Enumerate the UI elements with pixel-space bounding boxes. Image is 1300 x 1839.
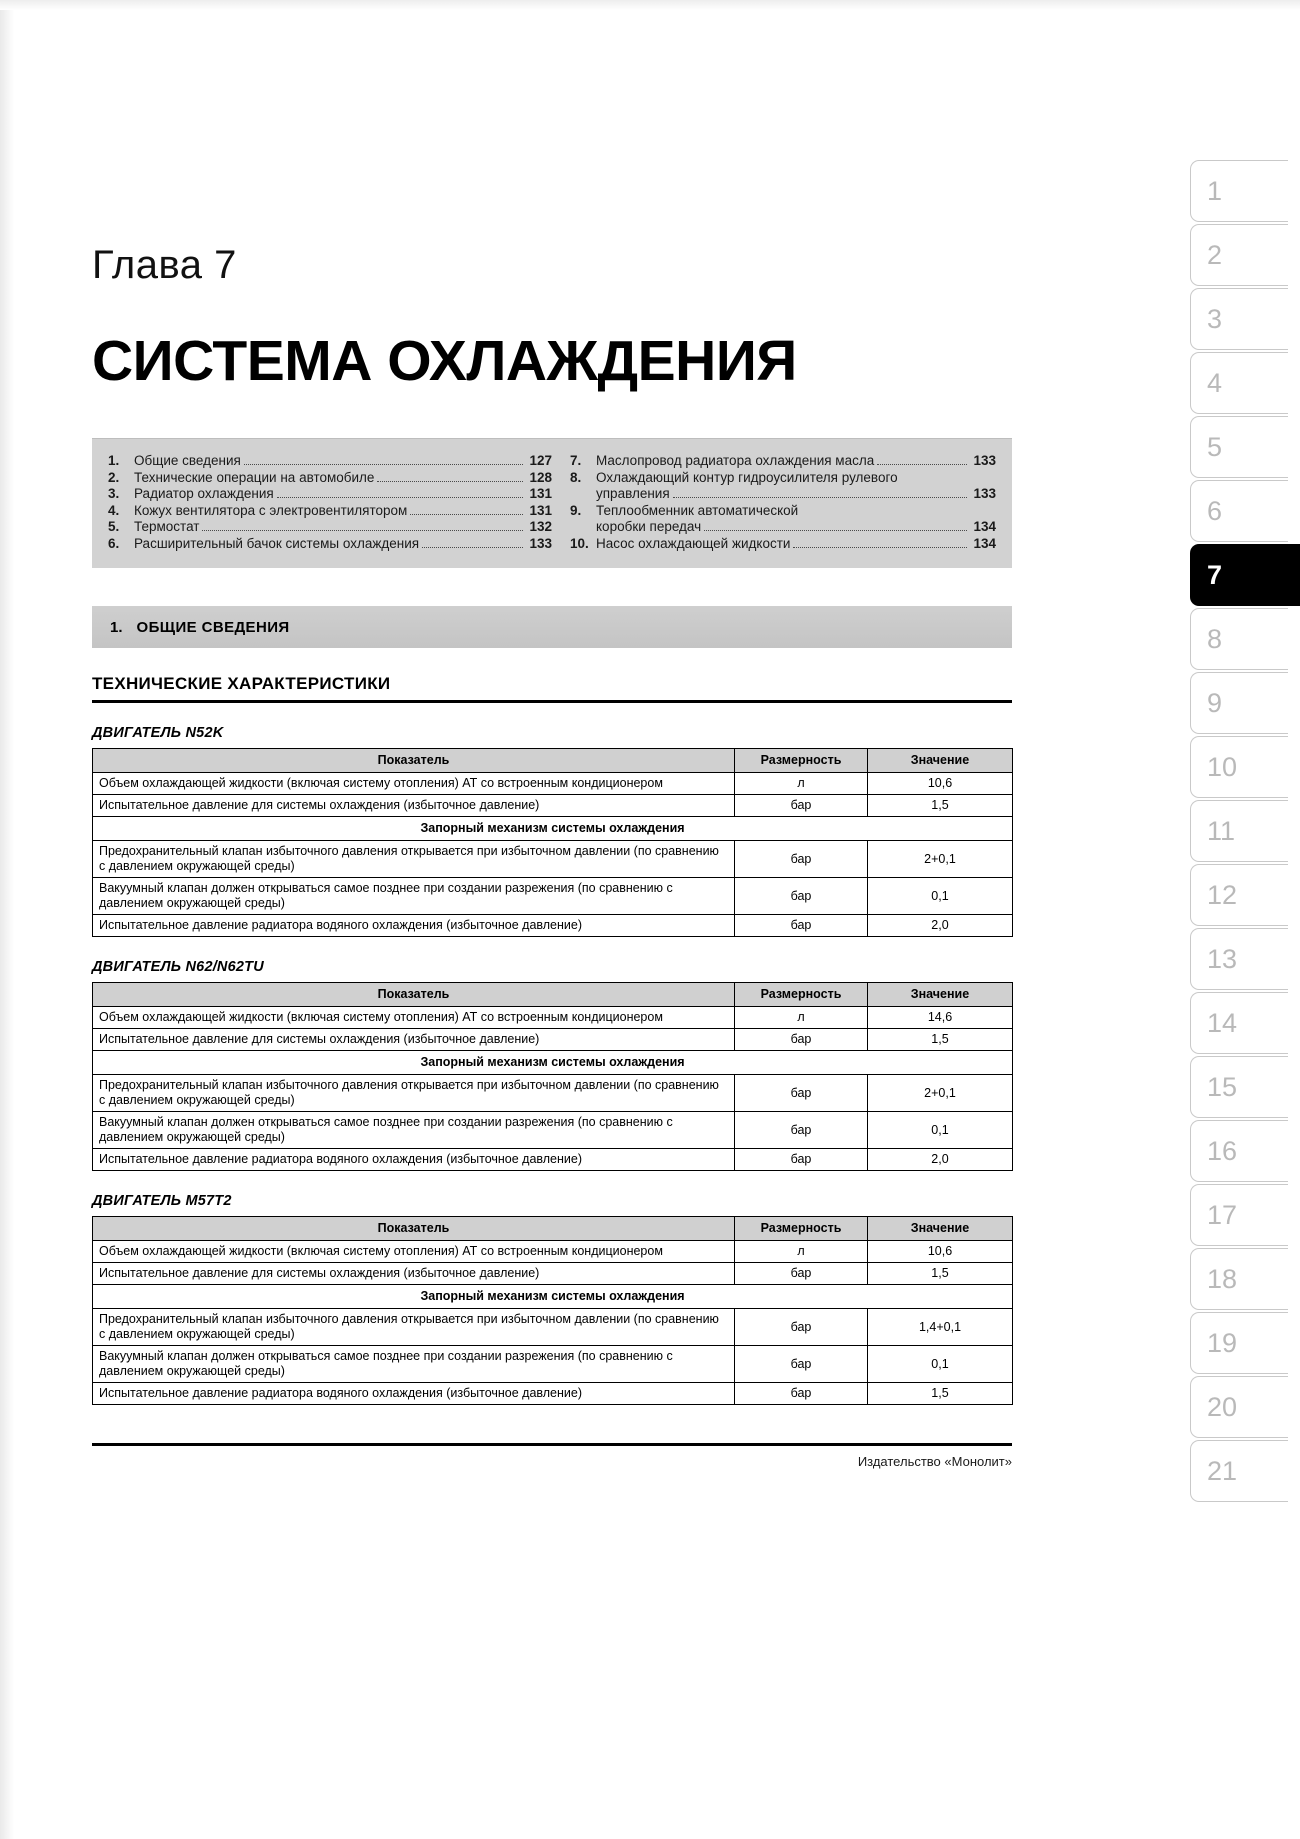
chapter-tab-label: 17 <box>1207 1199 1238 1230</box>
chapter-tab-label: 20 <box>1207 1391 1238 1422</box>
cell-unit: бар <box>735 1112 868 1149</box>
table-group-row <box>93 1285 1013 1309</box>
chapter-tab-label: 1 <box>1207 175 1223 206</box>
cell-parameter: Предохранительный клапан избыточного давления открывается при избыточном давлении (по сравнению с давлением окружающей среды) <box>93 1309 735 1346</box>
toc-entry-page: 134 <box>973 535 996 551</box>
cell-parameter: Предохранительный клапан избыточного давления открывается при избыточном давлении (по сравнению с давлением окружающей среды) <box>93 841 735 878</box>
toc-column-left <box>108 453 552 552</box>
chapter-tab-label: 12 <box>1207 879 1238 910</box>
toc-leader-dots <box>877 463 967 465</box>
toc-entry-label: Кожух вентилятора с электровентилятором <box>134 502 408 518</box>
toc-entry[interactable] <box>570 470 996 487</box>
cell-value: 1,5 <box>868 795 1013 817</box>
cell-value: 1,5 <box>868 1383 1013 1405</box>
chapter-tab-15[interactable] <box>1190 1056 1288 1118</box>
cell-value: 14,6 <box>868 1007 1013 1029</box>
subsection-heading: ТЕХНИЧЕСКИЕ ХАРАКТЕРИСТИКИ <box>92 674 1012 703</box>
cell-parameter: Предохранительный клапан избыточного давления открывается при избыточном давлении (по сравнению с давлением окружающей среды) <box>93 1075 735 1112</box>
toc-entry-number: 1. <box>108 453 120 468</box>
toc-entry[interactable] <box>570 453 996 470</box>
section-number: 1. <box>110 618 123 636</box>
toc-entry-page: 133 <box>973 486 996 501</box>
engine-label: ДВИГАТЕЛЬ M57T2 <box>92 1193 232 1209</box>
cell-parameter: Вакуумный клапан должен открываться самое позднее при создании разрежения (по сравнению с давлением окружающей среды) <box>93 878 735 915</box>
column-header-unit: Размерность <box>735 1217 868 1241</box>
publisher-name: Издательство «Монолит» <box>857 1454 1012 1469</box>
table-row <box>93 1075 1013 1112</box>
column-header-value: Значение <box>868 983 1013 1007</box>
chapter-tab-label: 16 <box>1207 1135 1238 1166</box>
cell-parameter: Испытательное давление для системы охлаждения (избыточное давление) <box>93 795 735 817</box>
toc-entry[interactable] <box>108 470 552 487</box>
cell-unit: бар <box>735 1029 868 1051</box>
cell-unit: бар <box>735 1346 868 1383</box>
toc-entry-page: 127 <box>529 453 552 468</box>
cell-value: 2+0,1 <box>868 1075 1013 1112</box>
chapter-tab-11[interactable] <box>1190 800 1288 862</box>
toc-entry-number: 7. <box>570 453 582 468</box>
table-row <box>93 773 1013 795</box>
toc-entry-label: Насос охлаждающей жидкости <box>596 535 791 551</box>
chapter-tab-1[interactable] <box>1190 160 1288 222</box>
column-header-unit: Размерность <box>735 983 868 1007</box>
cell-parameter: Испытательное давление радиатора водяного охлаждения (избыточное давление) <box>93 1383 735 1405</box>
table-row <box>93 1346 1013 1383</box>
column-header-parameter: Показатель <box>93 983 735 1007</box>
chapter-tab-label: 8 <box>1207 623 1223 654</box>
toc-entry-page: 128 <box>529 469 552 485</box>
cell-value: 2,0 <box>868 915 1013 937</box>
chapter-tab-6[interactable] <box>1190 480 1288 542</box>
toc-entry-page: 133 <box>529 535 552 551</box>
table-header-row <box>93 983 1013 1007</box>
cell-parameter: Объем охлаждающей жидкости (включая систему отопления) АТ со встроенным кондиционером <box>93 1241 735 1263</box>
table-row <box>93 795 1013 817</box>
cell-value: 2+0,1 <box>868 841 1013 878</box>
table-row <box>93 1029 1013 1051</box>
table-header-row <box>93 749 1013 773</box>
toc-entry-label: Маслопровод радиатора охлаждения масла <box>596 453 875 468</box>
chapter-tab-label: 7 <box>1207 559 1223 590</box>
toc-entry-label: Теплообменник автоматической <box>596 502 799 518</box>
chapter-tab-rail[interactable] <box>1190 160 1300 1504</box>
toc-entry[interactable] <box>108 536 552 553</box>
toc-entry[interactable] <box>108 486 552 503</box>
cell-unit: бар <box>735 1383 868 1405</box>
cell-parameter: Вакуумный клапан должен открываться самое позднее при создании разрежения (по сравнению с давлением окружающей среды) <box>93 1346 735 1383</box>
cell-unit: бар <box>735 795 868 817</box>
toc-entry[interactable] <box>108 503 552 520</box>
chapter-tab-label: 11 <box>1207 815 1236 846</box>
chapter-tab-17[interactable] <box>1190 1184 1288 1246</box>
chapter-tab-label: 15 <box>1207 1071 1238 1102</box>
table-group-row <box>93 817 1013 841</box>
chapter-tab-label: 18 <box>1207 1263 1238 1294</box>
table-group-label: Запорный механизм системы охлаждения <box>93 1051 1013 1075</box>
toc-entry-page: 132 <box>529 519 552 534</box>
table-row <box>93 1007 1013 1029</box>
chapter-tab-14[interactable] <box>1190 992 1288 1054</box>
cell-value: 0,1 <box>868 1346 1013 1383</box>
toc-entry-label: Технические операции на автомобиле <box>134 469 375 485</box>
toc-entry-page: 133 <box>973 453 996 468</box>
cell-value: 1,5 <box>868 1263 1013 1285</box>
table-row <box>93 915 1013 937</box>
table-row <box>93 1241 1013 1263</box>
page-content <box>92 0 1012 1469</box>
engine-label: ДВИГАТЕЛЬ N62/N62TU <box>92 959 264 975</box>
toc-leader-dots <box>422 546 523 548</box>
toc-entry-page: 131 <box>529 502 552 518</box>
toc-entry[interactable] <box>570 503 996 520</box>
cell-value: 1,5 <box>868 1029 1013 1051</box>
toc-entry-label: Охлаждающий контур гидроусилителя рулевого <box>596 469 898 485</box>
toc-entry-number: 8. <box>570 469 582 485</box>
table-row <box>93 1309 1013 1346</box>
cell-unit: бар <box>735 1309 868 1346</box>
toc-leader-dots <box>673 496 967 498</box>
table-header-row <box>93 1217 1013 1241</box>
chapter-tab-10[interactable] <box>1190 736 1288 798</box>
table-group-label: Запорный механизм системы охлаждения <box>93 1285 1013 1309</box>
spec-table <box>92 748 1013 937</box>
cell-unit: бар <box>735 1075 868 1112</box>
column-header-parameter: Показатель <box>93 1217 735 1241</box>
chapter-tab-2[interactable] <box>1190 224 1288 286</box>
table-group-row <box>93 1051 1013 1075</box>
spec-tables-container <box>92 725 1012 1405</box>
table-group-label: Запорный механизм системы охлаждения <box>93 817 1013 841</box>
cell-unit: л <box>735 1241 868 1263</box>
chapter-tab-16[interactable] <box>1190 1120 1288 1182</box>
chapter-tab-13[interactable] <box>1190 928 1288 990</box>
cell-unit: л <box>735 1007 868 1029</box>
cell-unit: бар <box>735 1149 868 1171</box>
toc-entry-number: 10. <box>570 535 589 551</box>
spec-table <box>92 982 1013 1171</box>
cell-parameter: Испытательное давление для системы охлаждения (избыточное давление) <box>93 1029 735 1051</box>
cell-unit: бар <box>735 915 868 937</box>
cell-value: 0,1 <box>868 878 1013 915</box>
chapter-tab-label: 21 <box>1207 1455 1238 1486</box>
chapter-tab-21[interactable] <box>1190 1440 1288 1502</box>
toc-entry-number: 2. <box>108 469 120 485</box>
chapter-tab-label: 14 <box>1207 1007 1238 1038</box>
cell-unit: бар <box>735 878 868 915</box>
cell-parameter: Объем охлаждающей жидкости (включая систему отопления) АТ со встроенным кондиционером <box>93 773 735 795</box>
chapter-tab-label: 2 <box>1207 239 1223 270</box>
column-header-value: Значение <box>868 1217 1013 1241</box>
chapter-tab-label: 6 <box>1207 495 1223 526</box>
chapter-tab-19[interactable] <box>1190 1312 1288 1374</box>
engine-label: ДВИГАТЕЛЬ N52K <box>92 725 224 741</box>
cell-parameter: Испытательное давление радиатора водяного охлаждения (избыточное давление) <box>93 915 735 937</box>
toc-column-right <box>552 453 996 552</box>
toc-entry[interactable] <box>570 519 996 536</box>
toc-entry-page: 131 <box>529 486 552 501</box>
chapter-tab-18[interactable] <box>1190 1248 1288 1310</box>
table-row <box>93 1263 1013 1285</box>
toc-entry-number: 4. <box>108 502 120 518</box>
chapter-tab-label: 10 <box>1207 751 1238 782</box>
toc-entry-label: Расширительный бачок системы охлаждения <box>134 535 420 551</box>
chapter-tab-12[interactable] <box>1190 864 1288 926</box>
chapter-tab-4[interactable] <box>1190 352 1288 414</box>
chapter-tab-label: 3 <box>1207 303 1223 334</box>
toc-leader-dots <box>410 513 523 515</box>
column-header-parameter: Показатель <box>93 749 735 773</box>
chapter-tab-5[interactable] <box>1190 416 1288 478</box>
toc-leader-dots <box>801 514 967 515</box>
toc-entry-label: управления <box>596 486 670 501</box>
page-footer <box>92 1443 1012 1469</box>
cell-unit: л <box>735 773 868 795</box>
cell-unit: бар <box>735 841 868 878</box>
table-row <box>93 841 1013 878</box>
toc-leader-dots <box>793 546 967 548</box>
toc-entry-label: Радиатор охлаждения <box>134 486 274 501</box>
chapter-tab-20[interactable] <box>1190 1376 1288 1438</box>
spec-table <box>92 1216 1013 1405</box>
column-header-unit: Размерность <box>735 749 868 773</box>
toc-leader-dots <box>901 481 967 482</box>
chapter-tab-label: 13 <box>1207 943 1238 974</box>
cell-value: 10,6 <box>868 1241 1013 1263</box>
chapter-tab-label: 4 <box>1207 367 1223 398</box>
toc-entry-number: 5. <box>108 519 120 534</box>
chapter-tab-9[interactable] <box>1190 672 1288 734</box>
cell-parameter: Испытательное давление для системы охлаждения (избыточное давление) <box>93 1263 735 1285</box>
cell-value: 2,0 <box>868 1149 1013 1171</box>
toc-entry[interactable] <box>108 519 552 536</box>
toc-entry[interactable] <box>570 536 996 553</box>
column-header-value: Значение <box>868 749 1013 773</box>
toc-leader-dots <box>244 463 523 465</box>
toc-entry[interactable] <box>570 486 996 503</box>
toc-entry-number: 9. <box>570 502 582 518</box>
chapter-tab-7[interactable] <box>1190 544 1300 606</box>
table-row <box>93 878 1013 915</box>
toc-entry-label: Общие сведения <box>134 453 241 468</box>
chapter-tab-label: 9 <box>1207 687 1223 718</box>
toc-entry-label: Термостат <box>134 519 200 534</box>
chapter-tab-3[interactable] <box>1190 288 1288 350</box>
toc-entry-page: 134 <box>973 519 996 534</box>
chapter-label: Глава 7 <box>92 243 237 287</box>
toc-entry-number: 3. <box>108 486 120 501</box>
cell-value: 1,4+0,1 <box>868 1309 1013 1346</box>
cell-parameter: Объем охлаждающей жидкости (включая систему отопления) АТ со встроенным кондиционером <box>93 1007 735 1029</box>
cell-parameter: Вакуумный клапан должен открываться самое позднее при создании разрежения (по сравнению с давлением окружающей среды) <box>93 1112 735 1149</box>
toc-leader-dots <box>202 529 523 531</box>
chapter-tab-label: 19 <box>1207 1327 1238 1358</box>
toc-entry-number: 6. <box>108 535 120 551</box>
toc-entry-label: коробки передач <box>596 519 702 534</box>
toc-leader-dots <box>704 529 967 531</box>
table-row <box>93 1112 1013 1149</box>
section-heading-bar <box>92 606 1012 648</box>
cell-parameter: Испытательное давление радиатора водяного охлаждения (избыточное давление) <box>93 1149 735 1171</box>
section-title: ОБЩИЕ СВЕДЕНИЯ <box>136 618 290 636</box>
cell-unit: бар <box>735 1263 868 1285</box>
toc-entry[interactable] <box>108 453 552 470</box>
toc-leader-dots <box>377 480 523 482</box>
chapter-tab-label: 5 <box>1207 431 1223 462</box>
chapter-tab-8[interactable] <box>1190 608 1288 670</box>
cell-value: 10,6 <box>868 773 1013 795</box>
table-row <box>93 1149 1013 1171</box>
cell-value: 0,1 <box>868 1112 1013 1149</box>
table-of-contents <box>92 438 1012 568</box>
toc-leader-dots <box>277 496 523 498</box>
scan-edge-left <box>0 0 14 1839</box>
page-title: СИСТЕМА ОХЛАЖДЕНИЯ <box>92 329 797 393</box>
table-row <box>93 1383 1013 1405</box>
